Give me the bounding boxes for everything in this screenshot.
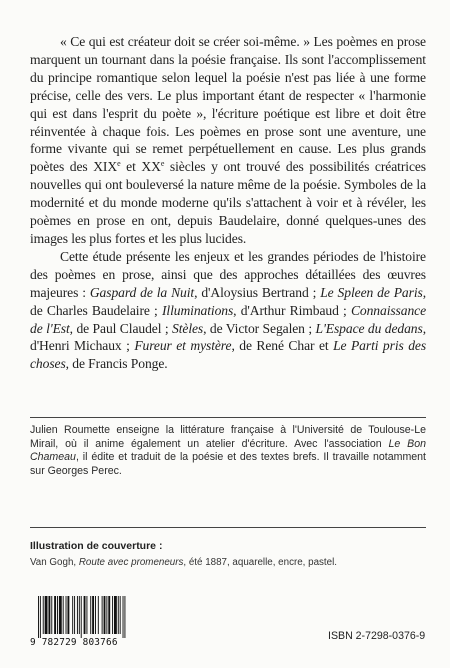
- association-name: Le Bon Chameau: [30, 437, 426, 464]
- blurb-p2-text: , d'Henri Michaux ;: [30, 320, 427, 354]
- barcode-bars-icon: [38, 596, 136, 638]
- isbn-number: ISBN 2-7298-0376-9: [328, 630, 426, 642]
- work-title: Connaissance de l'Est: [30, 302, 427, 336]
- blurb-paragraph-2: [30, 248, 426, 373]
- superscript-e: e: [117, 159, 121, 169]
- blurb-p1-text: « Ce qui est créateur doit se créer soi-même. » Les poèmes en prose marquent un tournant dans la poésie française. Ils sont l'accomplissement du principe romantique selon lequel la poésie n'est pas liée à une forme précise, celle des vers. Le plus important étant de respecter « l'harmonie qui est dans l'esprit du poète », l'écriture poétique est libre et doit être réinventée à chaque fois. Les poèmes en prose sont une aventure, une forme vivante qui se remet perpétuellement en cause. Les plus grands poètes des XIX: [30, 34, 426, 175]
- blurb-p2-text: , de Victor Segalen ;: [203, 320, 316, 336]
- work-title: Stèles: [172, 320, 204, 336]
- blurb-p1-text: siècles y ont trouvé des possibilités créatrices nouvelles qui ont bouleversé la nature même de la poésie. Symboles de la modernité et du monde moderne qu'ils s'attachent à voir et à révéler, les poèmes en prose en ont, depuis Baudelaire, donné quelques-unes des images les plus fortes et les plus lucides.: [30, 159, 426, 246]
- work-title: Le Spleen de Paris: [320, 284, 423, 300]
- work-title: Illuminations: [161, 302, 234, 318]
- blurb-p2-text: , de Paul Claudel ;: [69, 320, 173, 336]
- illustration-details: , été 1887, aquarelle, encre, pastel.: [183, 557, 337, 568]
- divider-bottom: [30, 527, 426, 528]
- blurb-p2-text: , de René Char et: [231, 338, 334, 354]
- illustration-artist: Van Gogh,: [30, 557, 79, 568]
- blurb-p2-text: , de Charles Baudelaire ;: [30, 284, 426, 318]
- author-bio: [30, 424, 426, 479]
- blurb-p1-text: et XX: [120, 159, 161, 175]
- blurb-text: [30, 33, 426, 373]
- illustration-title: Illustration de couverture :: [30, 540, 163, 552]
- barcode-digits: 9 782729 803766: [30, 637, 118, 648]
- blurb-p2-text: , de Francis Ponge.: [65, 356, 168, 372]
- barcode: [30, 596, 138, 648]
- blurb-p2-text: , d'Arthur Rimbaud ;: [233, 302, 351, 318]
- work-title: Le Parti pris des choses: [30, 338, 427, 372]
- work-title: Fureur et mystère: [134, 338, 232, 354]
- work-title: Gaspard de la Nuit: [89, 284, 195, 300]
- superscript-e: e: [160, 159, 165, 169]
- blurb-paragraph-1: [30, 33, 426, 248]
- illustration-credit: [30, 557, 426, 568]
- illustration-work-title: Route avec promeneurs: [78, 557, 184, 568]
- blurb-p2-text: , d'Aloysius Bertrand ;: [194, 284, 321, 300]
- blurb-p2-text: Cette étude présente les enjeux et les grandes périodes de l'histoire des poèmes en prose, ainsi que des approches détaillées des œuvres majeures :: [30, 248, 426, 300]
- bio-text: , il édite et traduit de la poésie et des textes brefs. Il travaille notamment sur Georges Perec.: [30, 451, 426, 478]
- bio-text: Julien Roumette enseigne la littérature française à l'Université de Toulouse-Le Mirail, où il anime également un atelier d'écriture. Avec l'association: [30, 424, 426, 450]
- work-title: L'Espace du dedans: [315, 320, 423, 336]
- divider-top: [30, 417, 426, 418]
